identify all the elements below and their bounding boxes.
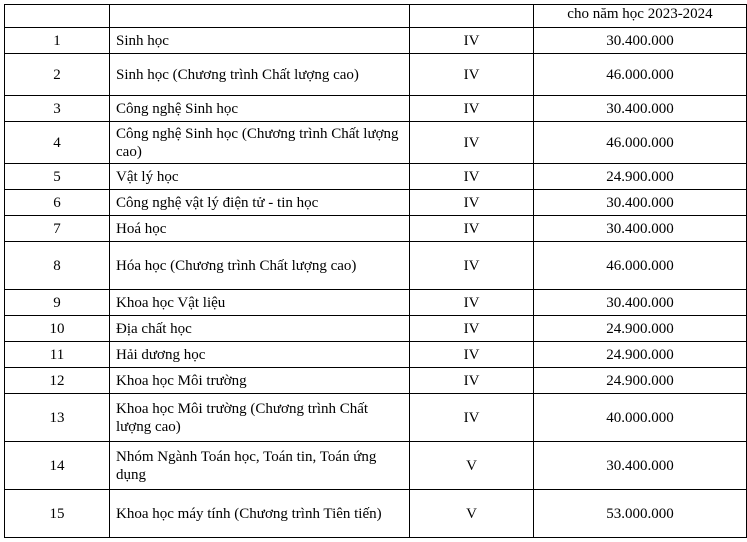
row-number: 12 xyxy=(5,368,110,394)
fee-amount: 53.000.000 xyxy=(534,490,747,538)
fee-amount: 46.000.000 xyxy=(534,242,747,290)
fee-group: IV xyxy=(410,242,534,290)
row-number: 6 xyxy=(5,190,110,216)
program-name: Khoa học máy tính (Chương trình Tiên tiến) xyxy=(110,490,410,538)
fee-group: IV xyxy=(410,28,534,54)
table-row xyxy=(5,28,747,54)
fee-amount: 30.400.000 xyxy=(534,28,747,54)
program-name: Khoa học Vật liệu xyxy=(110,290,410,316)
fee-amount: 40.000.000 xyxy=(534,394,747,442)
program-name: Hải dương học xyxy=(110,342,410,368)
table-row xyxy=(5,290,747,316)
fee-amount: 24.900.000 xyxy=(534,164,747,190)
table-row xyxy=(5,490,747,538)
program-name: Hoá học xyxy=(110,216,410,242)
fee-group: IV xyxy=(410,96,534,122)
row-number: 7 xyxy=(5,216,110,242)
fee-group: V xyxy=(410,490,534,538)
table-row xyxy=(5,368,747,394)
header-program-cell xyxy=(110,5,410,28)
header-group-cell xyxy=(410,5,534,28)
program-name: Khoa học Môi trường (Chương trình Chất lượng cao) xyxy=(110,394,410,442)
row-number: 11 xyxy=(5,342,110,368)
program-name: Hóa học (Chương trình Chất lượng cao) xyxy=(110,242,410,290)
table-row xyxy=(5,242,747,290)
fee-amount: 46.000.000 xyxy=(534,122,747,164)
table-row xyxy=(5,442,747,490)
row-number: 13 xyxy=(5,394,110,442)
fee-group: V xyxy=(410,442,534,490)
fee-group: IV xyxy=(410,290,534,316)
fee-amount: 24.900.000 xyxy=(534,342,747,368)
fee-group: IV xyxy=(410,316,534,342)
program-name: Sinh học (Chương trình Chất lượng cao) xyxy=(110,54,410,96)
program-name: Công nghệ Sinh học (Chương trình Chất lượng cao) xyxy=(110,122,410,164)
fee-group: IV xyxy=(410,342,534,368)
program-name: Sinh học xyxy=(110,28,410,54)
program-name: Địa chất học xyxy=(110,316,410,342)
table-row xyxy=(5,316,747,342)
program-name: Vật lý học xyxy=(110,164,410,190)
fee-amount: 30.400.000 xyxy=(534,442,747,490)
program-name: Công nghệ Sinh học xyxy=(110,96,410,122)
table-row xyxy=(5,122,747,164)
fee-group: IV xyxy=(410,54,534,96)
table-row xyxy=(5,54,747,96)
fee-group: IV xyxy=(410,122,534,164)
fee-amount: 30.400.000 xyxy=(534,216,747,242)
fee-group: IV xyxy=(410,164,534,190)
row-number: 4 xyxy=(5,122,110,164)
row-number: 15 xyxy=(5,490,110,538)
row-number: 3 xyxy=(5,96,110,122)
table-row xyxy=(5,394,747,442)
header-stt-cell xyxy=(5,5,110,28)
program-name: Công nghệ vật lý điện tử - tin học xyxy=(110,190,410,216)
table-row xyxy=(5,96,747,122)
program-name: Khoa học Môi trường xyxy=(110,368,410,394)
row-number: 14 xyxy=(5,442,110,490)
table-row xyxy=(5,164,747,190)
fee-amount: 30.400.000 xyxy=(534,96,747,122)
fee-group: IV xyxy=(410,394,534,442)
row-number: 8 xyxy=(5,242,110,290)
table-row xyxy=(5,190,747,216)
table-row xyxy=(5,216,747,242)
fee-group: IV xyxy=(410,216,534,242)
row-number: 1 xyxy=(5,28,110,54)
row-number: 2 xyxy=(5,54,110,96)
row-number: 5 xyxy=(5,164,110,190)
header-fee-cell: cho năm học 2023-2024 xyxy=(534,5,747,28)
fee-amount: 30.400.000 xyxy=(534,190,747,216)
fee-group: IV xyxy=(410,368,534,394)
fee-amount: 24.900.000 xyxy=(534,316,747,342)
table-header-row xyxy=(5,5,747,28)
program-name: Nhóm Ngành Toán học, Toán tin, Toán ứng dụng xyxy=(110,442,410,490)
fee-group: IV xyxy=(410,190,534,216)
tuition-fee-table xyxy=(4,4,747,538)
table-row xyxy=(5,342,747,368)
row-number: 10 xyxy=(5,316,110,342)
fee-amount: 24.900.000 xyxy=(534,368,747,394)
fee-amount: 46.000.000 xyxy=(534,54,747,96)
fee-amount: 30.400.000 xyxy=(534,290,747,316)
row-number: 9 xyxy=(5,290,110,316)
